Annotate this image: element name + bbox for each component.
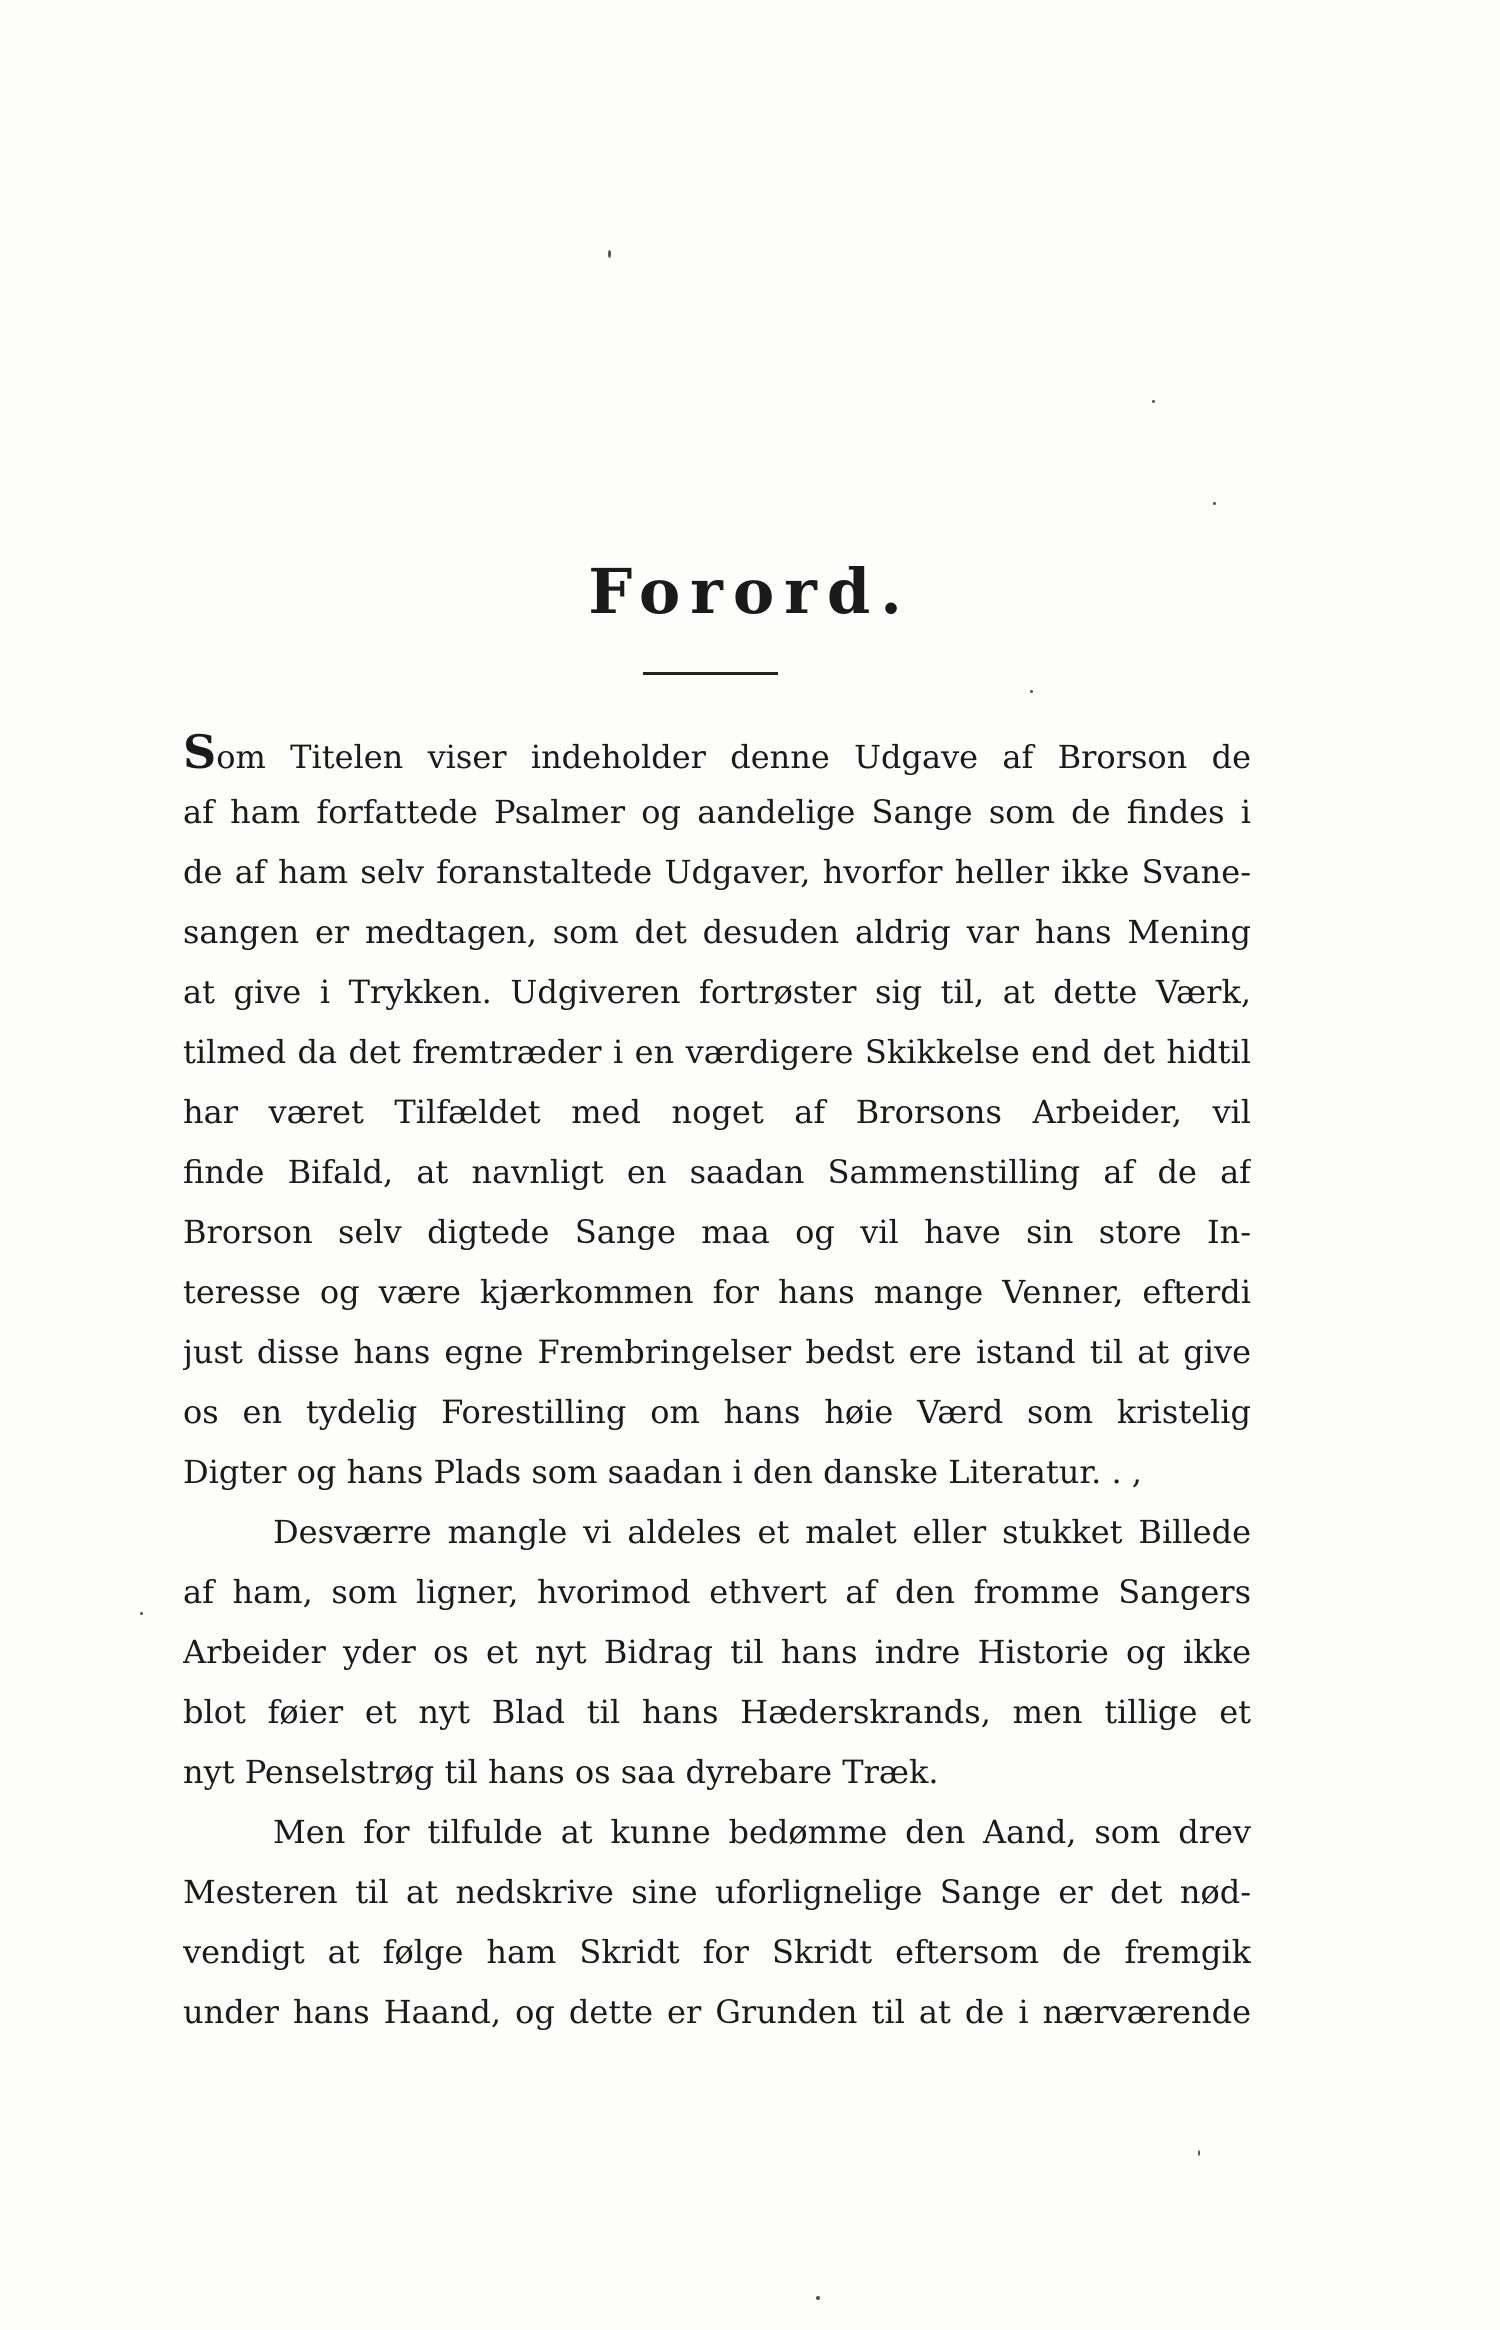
text-line: nyt Penselstrøg til hans os saa dyrebare Træk. xyxy=(183,1753,939,1791)
text-line: tilmed da det fremtræder i en værdigere Skikkelse end det hidtil xyxy=(183,1033,1251,1071)
print-speck xyxy=(1213,502,1216,505)
text-line xyxy=(183,722,1251,782)
text-line: Men for tilfulde at kunne bedømme den Aand, som drev xyxy=(273,1813,1251,1851)
text-line: blot føier et nyt Blad til hans Hæderskrands, men tillige et xyxy=(183,1693,1251,1731)
text-line: de af ham selv foranstaltede Udgaver, hvorfor heller ikke Svane- xyxy=(183,853,1251,891)
text-line: finde Bifald, at navnligt en saadan Sammenstilling af de af xyxy=(183,1153,1251,1191)
text-line: under hans Haand, og dette er Grunden til at de i nærværende xyxy=(183,1993,1251,2031)
text-line: at give i Trykken. Udgiveren fortrøster sig til, at dette Værk, xyxy=(183,973,1251,1011)
print-speck xyxy=(1198,2150,1200,2156)
text-line: vendigt at følge ham Skridt for Skridt eftersom de fremgik xyxy=(183,1933,1251,1971)
text-line: af ham, som ligner, hvorimod ethvert af den fromme Sangers xyxy=(183,1573,1251,1611)
text-line: sangen er medtagen, som det desuden aldrig var hans Mening xyxy=(183,913,1251,951)
page-title: Forord. xyxy=(588,555,912,628)
text-line: Digter og hans Plads som saadan i den danske Literatur. . , xyxy=(183,1453,1142,1491)
print-speck xyxy=(608,250,611,258)
drop-initial: S xyxy=(183,725,217,779)
text-line: Brorson selv digtede Sange maa og vil have sin store In- xyxy=(183,1213,1251,1251)
text-line: os en tydelig Forestilling om hans høie Værd som kristelig xyxy=(183,1393,1251,1431)
text-line-content: om Titelen viser indeholder denne Udgave af Brorson de xyxy=(216,738,1251,776)
text-line: teresse og være kjærkommen for hans mange Venner, efterdi xyxy=(183,1273,1251,1311)
print-speck xyxy=(1030,690,1033,693)
text-line: just disse hans egne Frembringelser bedst ere istand til at give xyxy=(183,1333,1251,1371)
print-speck xyxy=(1152,400,1155,403)
print-speck xyxy=(816,2296,820,2300)
title-rule xyxy=(643,672,778,675)
text-line: Mesteren til at nedskrive sine uforlignelige Sange er det nød- xyxy=(183,1873,1251,1911)
text-line: Arbeider yder os et nyt Bidrag til hans indre Historie og ikke xyxy=(183,1633,1251,1671)
print-speck xyxy=(140,1612,143,1615)
text-line: af ham forfattede Psalmer og aandelige Sange som de findes i xyxy=(183,793,1251,831)
body-text xyxy=(183,722,1251,2042)
text-line: Desværre mangle vi aldeles et malet eller stukket Billede xyxy=(273,1513,1251,1551)
text-line: har været Tilfældet med noget af Brorsons Arbeider, vil xyxy=(183,1093,1251,1131)
